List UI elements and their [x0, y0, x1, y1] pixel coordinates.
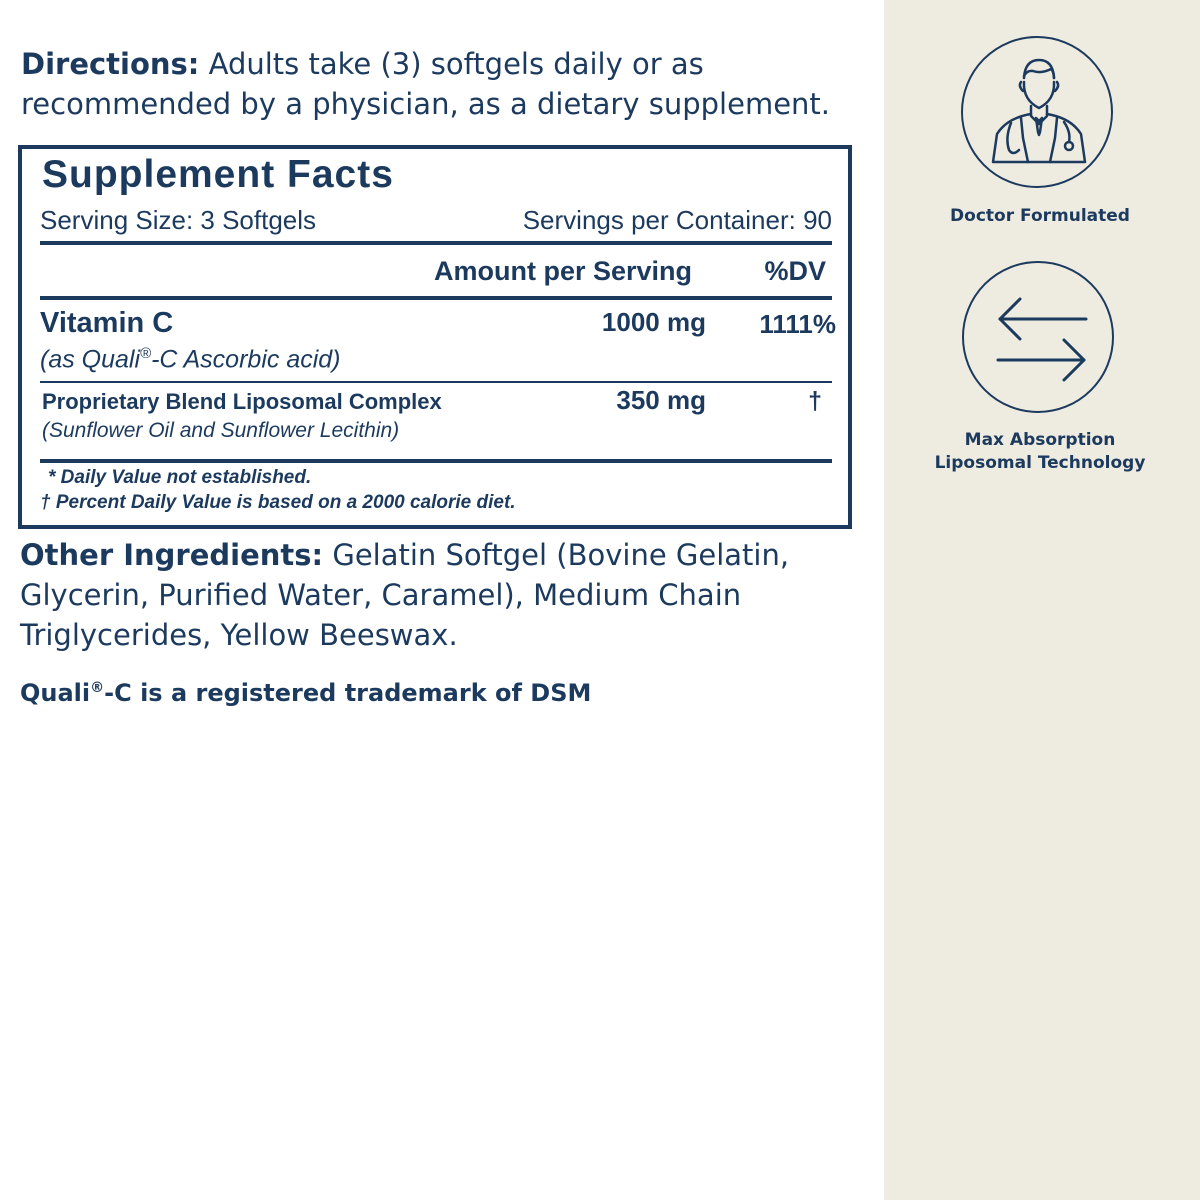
doctor-icon: [963, 38, 1115, 190]
badge-label-doctor-formulated: Doctor Formulated: [950, 206, 1130, 226]
other-ingredients-label: Other Ingredients:: [20, 538, 324, 572]
nutrient-name: Vitamin C: [40, 307, 174, 339]
header-amount-per-serving: Amount per Serving: [433, 256, 692, 286]
nutrient-source: (as Quali®-C Ascorbic acid): [40, 345, 341, 374]
divider: [40, 381, 832, 383]
badge-label-max-absorption: Max Absorption Liposomal Technology: [934, 430, 1146, 473]
footnote-daily-value: * Daily Value not established.: [48, 467, 312, 488]
facts-title: Supplement Facts: [42, 153, 394, 196]
nutrient-dv: †: [808, 387, 822, 415]
servings-per-container: Servings per Container: 90: [522, 205, 832, 235]
other-ingredients-text: [20, 535, 850, 655]
trademark-notice: Quali®-C is a registered trademark of DSM: [20, 679, 592, 707]
nutrient-amount: 1000 mg: [601, 307, 706, 337]
nutrient-dv: 1111%: [759, 309, 836, 339]
absorption-badge: [962, 261, 1114, 413]
directions-body: Adults take (3) softgels daily or as recommended by a physician, as a dietary supplement.: [21, 47, 830, 121]
nutrient-amount: 350 mg: [616, 385, 706, 415]
doctor-badge: [961, 36, 1113, 188]
divider: [40, 241, 832, 245]
directions-label: Directions:: [21, 47, 200, 81]
divider: [40, 459, 832, 463]
supplement-facts-panel: [18, 145, 852, 529]
serving-size: Serving Size: 3 Softgels: [40, 205, 317, 235]
header-daily-value: %DV: [764, 256, 826, 286]
arrows-exchange-icon: [964, 263, 1116, 415]
nutrient-source: (Sunflower Oil and Sunflower Lecithin): [42, 419, 400, 442]
nutrient-name: Proprietary Blend Liposomal Complex: [42, 389, 442, 414]
footnote-calorie-diet: † Percent Daily Value is based on a 2000 calorie diet.: [40, 492, 516, 513]
divider: [40, 296, 832, 300]
directions-text: [21, 44, 861, 124]
other-ingredients-body: Gelatin Softgel (Bovine Gelatin, Glycerin, Purified Water, Caramel), Medium Chain Triglycerides, Yellow Beeswax.: [20, 538, 790, 652]
